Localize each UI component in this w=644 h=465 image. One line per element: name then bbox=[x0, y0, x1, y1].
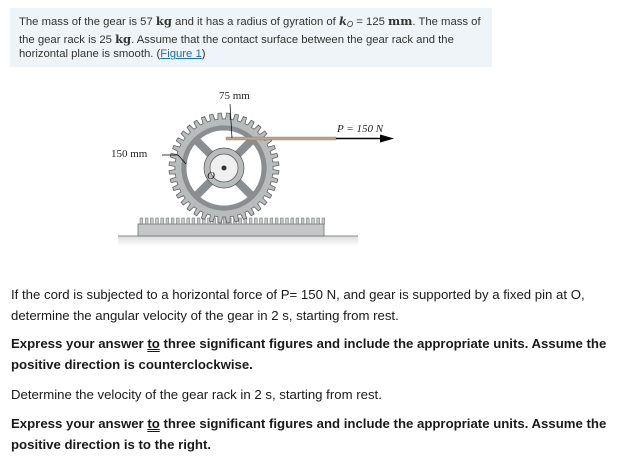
question-rack-velocity: Determine the velocity of the gear rack in 2 s, starting from rest. bbox=[11, 387, 382, 402]
gear-rack bbox=[138, 224, 324, 236]
rack-tooth bbox=[270, 218, 273, 224]
unit-kg-2: kg bbox=[115, 32, 132, 47]
rack-tooth bbox=[265, 218, 268, 224]
unit-mm: mm bbox=[388, 14, 413, 28]
problem-text-1: The mass of the gear is 57 bbox=[19, 16, 156, 28]
label-75mm: 75 mm bbox=[219, 90, 250, 102]
label-force-P: P = 150 N bbox=[337, 123, 384, 135]
rack-tooth bbox=[322, 218, 325, 224]
rack-tooth bbox=[296, 218, 299, 224]
problem-text-2: and it has a radius of gyration of bbox=[171, 16, 339, 28]
instruction-2 bbox=[11, 414, 631, 455]
rack-tooth bbox=[306, 218, 309, 224]
rack-teeth bbox=[140, 218, 325, 224]
rack-tooth bbox=[275, 218, 278, 224]
rack-tooth bbox=[312, 218, 315, 224]
pin-O-icon bbox=[222, 166, 227, 171]
problem-statement bbox=[10, 8, 492, 67]
rack-tooth bbox=[161, 218, 164, 224]
figure-link-open: ( bbox=[156, 48, 161, 61]
rack-tooth bbox=[187, 218, 190, 224]
instruction-1-b: three significant figures and include the appropriate units. Assume the positive direction is counterclockwise. bbox=[11, 336, 607, 372]
instruction-2-to: to bbox=[147, 416, 160, 431]
rack-tooth bbox=[280, 218, 283, 224]
instruction-1-a: Express your answer bbox=[11, 336, 148, 351]
instruction-1-to: to bbox=[147, 336, 160, 351]
rack-tooth bbox=[254, 218, 257, 224]
rack-tooth bbox=[249, 218, 252, 224]
instruction-2-b: three significant figures and include the appropriate units. Assume the positive direction is to the right. bbox=[11, 416, 607, 452]
rack-tooth bbox=[171, 218, 174, 224]
rack-tooth bbox=[197, 218, 200, 224]
rack-tooth bbox=[150, 218, 153, 224]
gear-rack-diagram bbox=[108, 84, 408, 254]
rack-tooth bbox=[145, 218, 148, 224]
instruction-1 bbox=[11, 334, 631, 375]
label-pin-O: O bbox=[207, 170, 215, 182]
rack-tooth bbox=[239, 218, 242, 224]
cord bbox=[226, 137, 336, 140]
radius-gyration-symbol: k bbox=[338, 14, 347, 28]
rack-tooth bbox=[182, 218, 185, 224]
radius-gyration-subscript: O bbox=[346, 20, 354, 29]
unit-kg: kg bbox=[155, 14, 172, 28]
rack-tooth bbox=[176, 218, 179, 224]
label-150mm: 150 mm bbox=[111, 148, 148, 160]
rack-tooth bbox=[140, 218, 143, 224]
rack-tooth bbox=[156, 218, 159, 224]
ground-surface bbox=[118, 236, 358, 246]
problem-text-3: = 125 bbox=[353, 16, 389, 28]
rack-tooth bbox=[301, 218, 304, 224]
question-angular-velocity: If the cord is subjected to a horizontal force of P= 150 N, and gear is supported by a fixed pin at O, determine the angular velocity of the gear in 2 s, starting from rest. bbox=[11, 287, 585, 323]
figure-1-link[interactable]: Figure 1 bbox=[160, 48, 202, 61]
force-arrow-head bbox=[380, 135, 394, 143]
figure-link-close: ) bbox=[201, 48, 206, 61]
rack-tooth bbox=[291, 218, 294, 224]
rack-tooth bbox=[192, 218, 195, 224]
rack-tooth bbox=[260, 218, 263, 224]
problem-text-4: . The mass of the gear rack is 25 bbox=[19, 16, 481, 47]
problem-text-5: . Assume that the contact surface between the gear rack and the horizontal plane is smooth. bbox=[19, 34, 454, 61]
rack-tooth bbox=[166, 218, 169, 224]
rack-tooth bbox=[317, 218, 320, 224]
instruction-2-a: Express your answer bbox=[11, 416, 148, 431]
rack-tooth bbox=[286, 218, 289, 224]
gear bbox=[169, 113, 279, 223]
gear-rack-figure bbox=[108, 84, 408, 254]
